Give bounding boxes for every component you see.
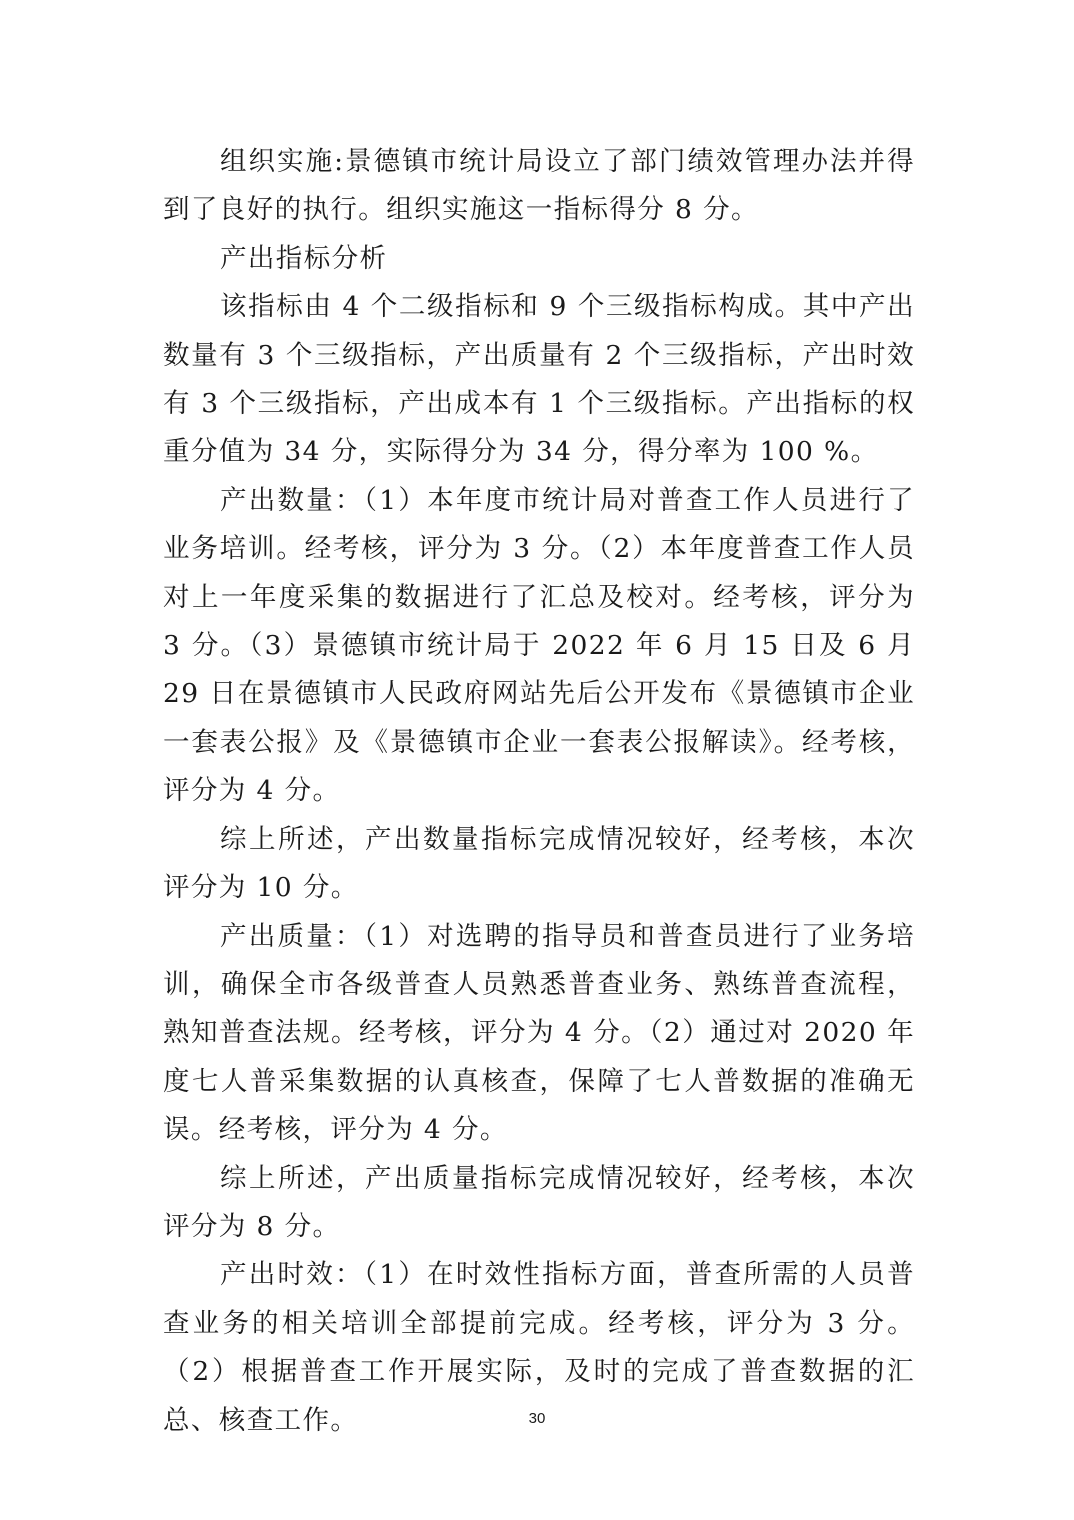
paragraph-organization-implementation: 组织实施:景德镇市统计局设立了部门绩效管理办法并得到了良好的执行。组织实施这一指标得分 8 分。 — [163, 146, 915, 226]
paragraph-quantity-summary: 综上所述，产出数量指标完成情况较好，经考核，本次评分为 10 分。 — [163, 823, 915, 904]
document-body — [163, 138, 915, 1445]
page-number: 30 — [528, 1410, 546, 1427]
section-heading-output-indicators: 产出指标分析 — [220, 242, 388, 274]
paragraph-output-timeliness: 产出时效：（1）在时效性指标方面，普查所需的人员普查业务的相关培训全部提前完成。经考核，评分为 3 分。（2）根据普查工作开展实际，及时的完成了普查数据的汇总、核查工作。 — [163, 1259, 915, 1436]
paragraph-quality-summary: 综上所述，产出质量指标完成情况较好，经考核，本次评分为 8 分。 — [163, 1162, 915, 1242]
paragraph-indicator-composition: 该指标由 4 个二级指标和 9 个三级指标构成。其中产出数量有 3 个三级指标，产出质量有 2 个三级指标，产出时效有 3 个三级指标，产出成本有 1 个三级指标。产出指标的权重分值为 34 分，实际得分为 34 分，得分率为 100 %。 — [163, 291, 915, 468]
paragraph-output-quality: 产出质量：（1）对选聘的指导员和普查员进行了业务培训，确保全市各级普查人员熟悉普查业务、熟练普查流程，熟知普查法规。经考核，评分为 4 分。（2）通过对 2020 年度七人普采集数据的认真核查，保障了七人普数据的准确无误。经考核，评分为 4 分。 — [163, 920, 915, 1146]
paragraph-output-quantity: 产出数量：（1）本年度市统计局对普查工作人员进行了业务培训。经考核，评分为 3 分。（2）本年度普查工作人员对上一年度采集的数据进行了汇总及校对。经考核，评分为 3 分。（3）景德镇市统计局于 2022 年 6 月 15 日及 6 月 29 日在景德镇市人民政府网站先后公开发布《景德镇市企业一套表公报》及《景德镇市企业一套表公报解读》。经考核，评分为 4 分。 — [163, 484, 915, 807]
